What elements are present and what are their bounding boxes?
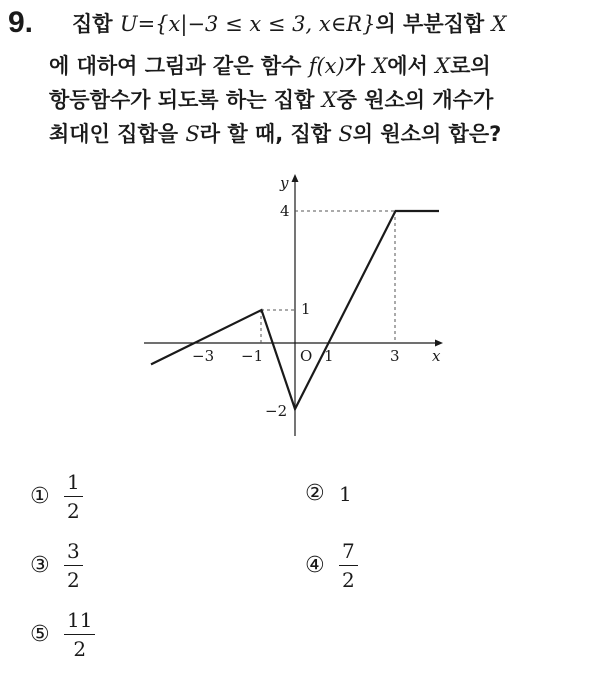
set-definition: U={x|−3 ≤ x ≤ 3, x∈R} xyxy=(119,12,376,36)
choice-number: ① xyxy=(30,484,50,509)
text: 의 원소의 합은? xyxy=(352,122,502,146)
question-line-4 xyxy=(49,120,501,148)
function-f: f(x) xyxy=(308,54,345,78)
text: 의 부분집합 xyxy=(375,12,485,36)
choice-2[interactable] xyxy=(305,481,352,506)
set-x: X xyxy=(491,12,507,36)
fraction xyxy=(64,539,83,592)
question-line-2 xyxy=(49,52,491,80)
text: 중 원소의 개수가 xyxy=(336,88,494,112)
numerator: 7 xyxy=(339,539,358,566)
choice-number: ② xyxy=(305,481,325,506)
choice-number: ③ xyxy=(30,553,50,578)
fraction xyxy=(64,470,83,523)
text: 로의 xyxy=(450,54,491,78)
text: 항등함수가 되도록 하는 집합 xyxy=(49,88,315,112)
denominator: 2 xyxy=(67,499,80,523)
choice-number: ④ xyxy=(305,553,325,578)
numerator: 3 xyxy=(64,539,83,566)
x-tick-neg1: −1 xyxy=(241,347,264,365)
function-graph xyxy=(140,168,450,438)
set-s: S xyxy=(185,122,200,146)
set-s: S xyxy=(338,122,353,146)
text: 가 xyxy=(344,54,366,78)
question-line-1 xyxy=(72,10,506,38)
y-tick-neg2: −2 xyxy=(265,402,288,420)
choice-1[interactable] xyxy=(30,470,83,523)
text: 집합 xyxy=(72,12,113,36)
y-tick-4: 4 xyxy=(280,202,290,220)
choice-3[interactable] xyxy=(30,539,83,592)
denominator: 2 xyxy=(73,637,87,661)
set-x: X xyxy=(372,54,388,78)
choice-number: ⑤ xyxy=(30,622,50,647)
y-tick-1: 1 xyxy=(301,300,311,318)
x-axis-arrow xyxy=(435,340,443,347)
x-tick-1: 1 xyxy=(324,347,334,365)
choice-4[interactable] xyxy=(305,539,358,592)
fraction xyxy=(64,608,95,661)
x-tick-3: 3 xyxy=(390,347,400,365)
x-tick-neg3: −3 xyxy=(192,347,215,365)
origin-label: O xyxy=(300,347,313,365)
choice-5[interactable] xyxy=(30,608,95,661)
x-axis-label: x xyxy=(432,347,441,365)
text: 라 할 때, 집합 xyxy=(199,122,332,146)
y-axis-arrow xyxy=(292,174,299,182)
choice-value: 1 xyxy=(339,481,352,506)
question-number: 9. xyxy=(8,6,34,39)
question-line-3 xyxy=(49,86,493,114)
denominator: 2 xyxy=(342,568,355,592)
numerator: 11 xyxy=(64,608,95,635)
text: 에서 xyxy=(387,54,428,78)
denominator: 2 xyxy=(67,568,80,592)
fraction xyxy=(339,539,358,592)
text: 에 대하여 그림과 같은 함수 xyxy=(49,54,302,78)
numerator: 1 xyxy=(64,470,83,497)
set-x: X xyxy=(435,54,451,78)
text: 최대인 집합을 xyxy=(49,122,179,146)
y-axis-label: y xyxy=(280,174,289,192)
set-x: X xyxy=(321,88,337,112)
